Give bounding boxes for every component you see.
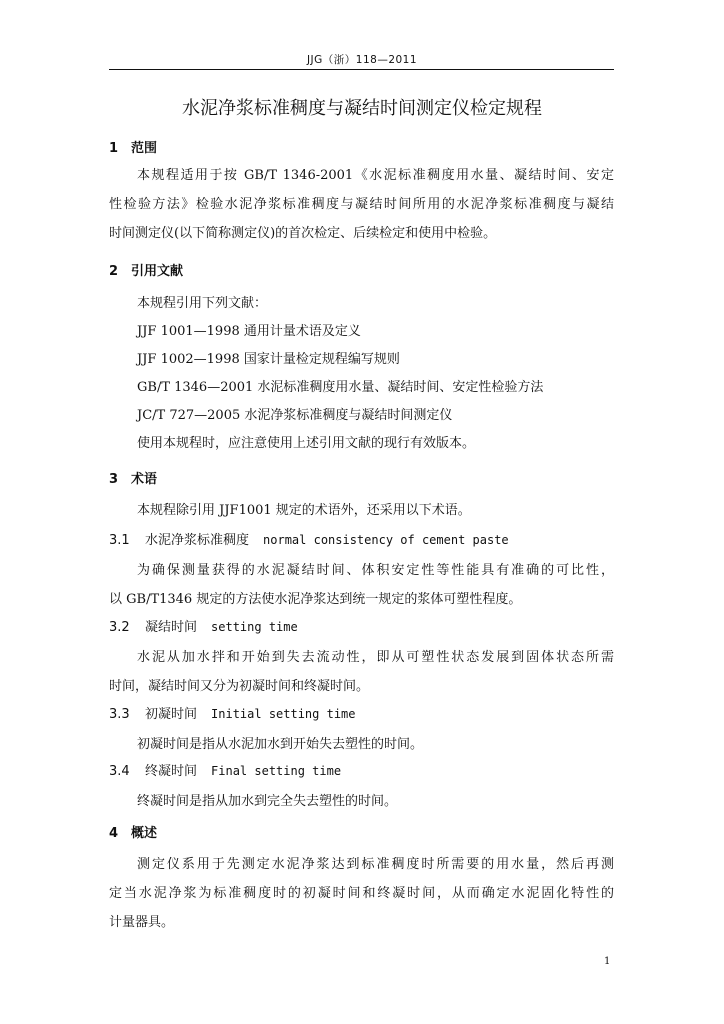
- paragraph-line: 本规程除引用 JJF1001 规定的术语外，还采用以下术语。: [137, 503, 471, 518]
- page-number: 1: [604, 956, 611, 967]
- paragraph-line: 计量器具。: [109, 915, 175, 930]
- section-title: 引用文献: [131, 264, 184, 279]
- paragraph-line: 时间，凝结时间又分为初凝时间和终凝时间。: [109, 679, 370, 694]
- term-number: 3.1: [109, 533, 130, 548]
- term-chinese: 水泥净浆标准稠度: [145, 533, 250, 548]
- reference-item: JJF 1001—1998 通用计量术语及定义: [137, 324, 361, 339]
- term-heading-3-3: [109, 703, 356, 722]
- paragraph-line: 本规程引用下列文献：: [137, 296, 268, 311]
- paragraph-line: 定当水泥净浆为标准稠度时的初凝时间和终凝时间，从而确定水泥固化特性的: [109, 886, 614, 901]
- term-heading-3-1: [109, 529, 509, 548]
- term-chinese: 终凝时间: [145, 764, 198, 779]
- section-number: 2: [109, 264, 119, 279]
- section-2-heading: [109, 260, 183, 279]
- paragraph-line: 为确保测量获得的水泥凝结时间、体积安定性等性能具有准确的可比性，: [137, 563, 614, 578]
- header-rule: [109, 69, 614, 70]
- reference-item: GB/T 1346—2001 水泥标准稠度用水量、凝结时间、安定性检验方法: [137, 380, 544, 395]
- section-number: 1: [109, 141, 119, 156]
- paragraph-line: 使用本规程时，应注意使用上述引用文献的现行有效版本。: [137, 436, 476, 451]
- paragraph-line: 时间测定仪(以下简称测定仪)的首次检定、后续检定和使用中检验。: [109, 226, 497, 241]
- term-number: 3.3: [109, 707, 130, 722]
- document-title: 水泥净浆标准稠度与凝结时间测定仪检定规程: [182, 98, 542, 119]
- term-chinese: 凝结时间: [145, 620, 198, 635]
- section-4-heading: [109, 822, 157, 841]
- section-number: 3: [109, 472, 119, 487]
- section-title: 范围: [131, 141, 158, 156]
- reference-item: JJF 1002—1998 国家计量检定规程编写规则: [137, 352, 400, 367]
- term-number: 3.4: [109, 764, 130, 779]
- paragraph-line: 终凝时间是指从加水到完全失去塑性的时间。: [137, 794, 398, 809]
- reference-item: JC/T 727—2005 水泥净浆标准稠度与凝结时间测定仪: [137, 408, 453, 423]
- section-title: 概述: [131, 826, 158, 841]
- page-header: JJG（浙）118—2011: [306, 54, 418, 66]
- term-english: Initial setting time: [211, 707, 356, 721]
- paragraph-line: 本规程适用于按 GB/T 1346-2001《水泥标准稠度用水量、凝结时间、安定: [137, 168, 614, 183]
- section-number: 4: [109, 826, 119, 841]
- term-english: setting time: [211, 620, 298, 634]
- paragraph-line: 以 GB/T1346 规定的方法使水泥净浆达到统一规定的浆体可塑性程度。: [109, 592, 522, 607]
- term-english: normal consistency of cement paste: [263, 533, 509, 547]
- term-number: 3.2: [109, 620, 130, 635]
- section-3-heading: [109, 468, 157, 487]
- paragraph-line: 测定仪系用于先测定水泥净浆达到标准稠度时所需要的用水量，然后再测: [137, 857, 614, 872]
- term-chinese: 初凝时间: [145, 707, 198, 722]
- section-1-heading: [109, 137, 157, 156]
- term-heading-3-2: [109, 616, 298, 635]
- section-title: 术语: [131, 472, 158, 487]
- paragraph-line: 初凝时间是指从水泥加水到开始失去塑性的时间。: [137, 737, 424, 752]
- term-heading-3-4: [109, 760, 341, 779]
- paragraph-line: 性检验方法》检验水泥净浆标准稠度与凝结时间所用的水泥净浆标准稠度与凝结: [109, 197, 614, 212]
- paragraph-line: 水泥从加水拌和开始到失去流动性，即从可塑性状态发展到固体状态所需: [137, 650, 614, 665]
- term-english: Final setting time: [211, 764, 342, 778]
